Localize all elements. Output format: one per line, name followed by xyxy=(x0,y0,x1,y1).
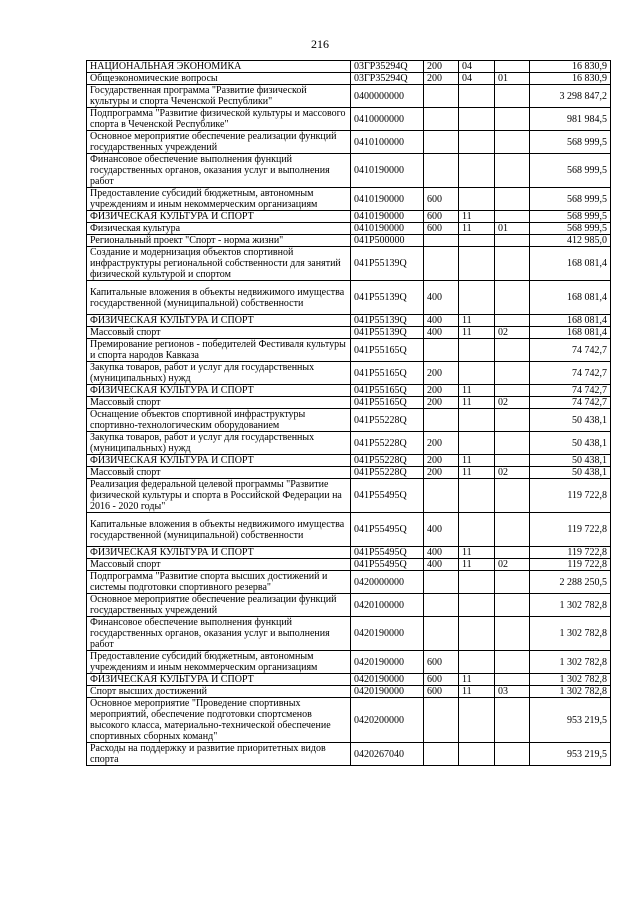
page-number: 216 xyxy=(311,37,329,51)
row-name: Физическая культура xyxy=(87,223,351,235)
row-code: 041P55139Q xyxy=(351,315,424,327)
row-name: Основное мероприятие "Проведение спортивных мероприятий, обеспечение подготовки спортсменов высокого класса, материально-технической обеспечение спортивных сборных команд" xyxy=(87,698,351,743)
row-section xyxy=(459,339,495,362)
table-row xyxy=(87,362,611,385)
table-row xyxy=(87,743,611,766)
table-row xyxy=(87,247,611,281)
table-row xyxy=(87,617,611,651)
row-code: 0420200000 xyxy=(351,698,424,743)
row-name: Государственная программа "Развитие физической культуры и спорта Чеченской Республики" xyxy=(87,85,351,108)
row-amount: 168 081,4 xyxy=(530,281,611,315)
row-code: 041P500000 xyxy=(351,235,424,247)
row-expense-type: 600 xyxy=(424,223,459,235)
row-amount: 74 742,7 xyxy=(530,362,611,385)
row-code: 041P55495Q xyxy=(351,559,424,571)
row-expense-type xyxy=(424,85,459,108)
row-expense-type xyxy=(424,571,459,594)
row-subsection xyxy=(495,385,530,397)
row-code: 041P55139Q xyxy=(351,281,424,315)
row-name: Массовый спорт xyxy=(87,397,351,409)
row-section: 11 xyxy=(459,455,495,467)
table-row xyxy=(87,108,611,131)
row-code: 041P55495Q xyxy=(351,479,424,513)
row-subsection xyxy=(495,674,530,686)
row-section xyxy=(459,617,495,651)
row-name: Предоставление субсидий бюджетным, автономным учреждениям и иным некоммерческим организациям xyxy=(87,188,351,211)
row-code: 0410190000 xyxy=(351,188,424,211)
budget-table xyxy=(86,60,611,766)
row-name: Общеэкономические вопросы xyxy=(87,73,351,85)
row-name: Региональный проект "Спорт - норма жизни" xyxy=(87,235,351,247)
row-name: Основное мероприятие обеспечение реализации функций государственных учреждений xyxy=(87,594,351,617)
table-row xyxy=(87,397,611,409)
row-name: Основное мероприятие обеспечение реализации функций государственных учреждений xyxy=(87,131,351,154)
table-row xyxy=(87,339,611,362)
row-subsection xyxy=(495,247,530,281)
row-code: 0420190000 xyxy=(351,674,424,686)
row-expense-type: 600 xyxy=(424,686,459,698)
row-section xyxy=(459,362,495,385)
row-subsection xyxy=(495,235,530,247)
row-subsection xyxy=(495,281,530,315)
row-subsection: 01 xyxy=(495,73,530,85)
row-name: Премирование регионов - победителей Фестиваля культуры и спорта народов Кавказа xyxy=(87,339,351,362)
row-subsection xyxy=(495,131,530,154)
row-amount: 50 438,1 xyxy=(530,467,611,479)
row-code: 0420100000 xyxy=(351,594,424,617)
row-section xyxy=(459,131,495,154)
table-row xyxy=(87,385,611,397)
table-row xyxy=(87,467,611,479)
row-subsection xyxy=(495,698,530,743)
row-code: 0410100000 xyxy=(351,131,424,154)
row-section: 04 xyxy=(459,73,495,85)
row-section: 11 xyxy=(459,559,495,571)
row-section xyxy=(459,85,495,108)
row-section: 11 xyxy=(459,467,495,479)
row-amount: 168 081,4 xyxy=(530,315,611,327)
row-section xyxy=(459,432,495,455)
row-code: 0410190000 xyxy=(351,154,424,188)
row-expense-type: 200 xyxy=(424,61,459,73)
row-amount: 119 722,8 xyxy=(530,513,611,547)
row-code: 041P55139Q xyxy=(351,247,424,281)
row-subsection xyxy=(495,85,530,108)
row-subsection: 01 xyxy=(495,223,530,235)
row-code: 0410000000 xyxy=(351,108,424,131)
row-name: ФИЗИЧЕСКАЯ КУЛЬТУРА И СПОРТ xyxy=(87,211,351,223)
row-subsection xyxy=(495,651,530,674)
table-row xyxy=(87,223,611,235)
row-subsection xyxy=(495,315,530,327)
row-expense-type: 400 xyxy=(424,281,459,315)
row-expense-type xyxy=(424,698,459,743)
row-subsection xyxy=(495,432,530,455)
row-expense-type xyxy=(424,594,459,617)
row-code: 041P55165Q xyxy=(351,362,424,385)
row-code: 041P55165Q xyxy=(351,397,424,409)
row-name: Подпрограмма "Развитие физической культуры и массового спорта в Чеченской Республике" xyxy=(87,108,351,131)
row-section xyxy=(459,571,495,594)
row-expense-type: 200 xyxy=(424,362,459,385)
table-row xyxy=(87,571,611,594)
row-section xyxy=(459,743,495,766)
row-section xyxy=(459,651,495,674)
table-row xyxy=(87,594,611,617)
row-name: Оснащение объектов спортивной инфраструктуры спортивно-технологическим оборудованием xyxy=(87,409,351,432)
row-expense-type: 400 xyxy=(424,315,459,327)
row-code: 0420190000 xyxy=(351,686,424,698)
row-expense-type: 200 xyxy=(424,455,459,467)
row-amount: 119 722,8 xyxy=(530,479,611,513)
row-expense-type: 200 xyxy=(424,385,459,397)
row-expense-type: 600 xyxy=(424,188,459,211)
row-subsection xyxy=(495,339,530,362)
row-subsection: 03 xyxy=(495,686,530,698)
row-name: Создание и модернизация объектов спортивной инфраструктуры региональной собственности для занятий физической культурой и спортом xyxy=(87,247,351,281)
row-subsection xyxy=(495,547,530,559)
row-expense-type: 400 xyxy=(424,513,459,547)
row-expense-type xyxy=(424,409,459,432)
row-subsection xyxy=(495,154,530,188)
table-row xyxy=(87,479,611,513)
row-subsection xyxy=(495,108,530,131)
row-code: 041P55228Q xyxy=(351,409,424,432)
row-code: 041P55495Q xyxy=(351,547,424,559)
table-row xyxy=(87,513,611,547)
row-section xyxy=(459,154,495,188)
row-name: Финансовое обеспечение выполнения функций государственных органов, оказания услуг и выполнения работ xyxy=(87,154,351,188)
row-name: ФИЗИЧЕСКАЯ КУЛЬТУРА И СПОРТ xyxy=(87,547,351,559)
row-section: 04 xyxy=(459,61,495,73)
row-expense-type xyxy=(424,235,459,247)
row-subsection xyxy=(495,743,530,766)
row-expense-type: 400 xyxy=(424,559,459,571)
row-section xyxy=(459,594,495,617)
row-section: 11 xyxy=(459,674,495,686)
row-expense-type xyxy=(424,131,459,154)
row-subsection xyxy=(495,455,530,467)
row-amount: 1 302 782,8 xyxy=(530,594,611,617)
table-row xyxy=(87,211,611,223)
table-row xyxy=(87,131,611,154)
row-name: ФИЗИЧЕСКАЯ КУЛЬТУРА И СПОРТ xyxy=(87,674,351,686)
row-amount: 568 999,5 xyxy=(530,211,611,223)
row-code: 041P55228Q xyxy=(351,455,424,467)
table-row xyxy=(87,85,611,108)
row-code: 041P55228Q xyxy=(351,467,424,479)
row-expense-type xyxy=(424,743,459,766)
row-name: Расходы на поддержку и развитие приоритетных видов спорта xyxy=(87,743,351,766)
row-amount: 568 999,5 xyxy=(530,131,611,154)
row-name: Реализация федеральной целевой программы "Развитие физической культуры и спорта в Российской Федерации на 2016 - 2020 годы" xyxy=(87,479,351,513)
row-expense-type: 200 xyxy=(424,432,459,455)
row-expense-type: 400 xyxy=(424,327,459,339)
row-code: 0420000000 xyxy=(351,571,424,594)
row-expense-type: 600 xyxy=(424,674,459,686)
row-subsection xyxy=(495,617,530,651)
row-subsection: 02 xyxy=(495,327,530,339)
row-code: 041P55139Q xyxy=(351,327,424,339)
table-row xyxy=(87,61,611,73)
table-row xyxy=(87,188,611,211)
row-amount: 74 742,7 xyxy=(530,339,611,362)
row-amount: 568 999,5 xyxy=(530,188,611,211)
row-amount: 50 438,1 xyxy=(530,455,611,467)
row-name: Подпрограмма "Развитие спорта высших достижений и системы подготовки спортивного резерва" xyxy=(87,571,351,594)
row-name: Предоставление субсидий бюджетным, автономным учреждениям и иным некоммерческим организациям xyxy=(87,651,351,674)
row-name: Массовый спорт xyxy=(87,327,351,339)
row-name: ФИЗИЧЕСКАЯ КУЛЬТУРА И СПОРТ xyxy=(87,385,351,397)
row-amount: 1 302 782,8 xyxy=(530,651,611,674)
row-amount: 74 742,7 xyxy=(530,385,611,397)
table-row xyxy=(87,698,611,743)
row-expense-type: 200 xyxy=(424,397,459,409)
row-section: 11 xyxy=(459,315,495,327)
row-amount: 981 984,5 xyxy=(530,108,611,131)
row-code: 0400000000 xyxy=(351,85,424,108)
row-name: Закупка товаров, работ и услуг для государственных (муниципальных) нужд xyxy=(87,362,351,385)
row-section: 11 xyxy=(459,686,495,698)
row-name: НАЦИОНАЛЬНАЯ ЭКОНОМИКА xyxy=(87,61,351,73)
table-row xyxy=(87,651,611,674)
row-subsection: 02 xyxy=(495,467,530,479)
row-name: Финансовое обеспечение выполнения функций государственных органов, оказания услуг и выполнения работ xyxy=(87,617,351,651)
row-code: 0420190000 xyxy=(351,651,424,674)
row-amount: 74 742,7 xyxy=(530,397,611,409)
row-code: 0420190000 xyxy=(351,617,424,651)
row-code: 0410190000 xyxy=(351,211,424,223)
table-row xyxy=(87,674,611,686)
row-code: 03ГР35294Q xyxy=(351,61,424,73)
row-amount: 1 302 782,8 xyxy=(530,674,611,686)
row-expense-type xyxy=(424,247,459,281)
table-row xyxy=(87,409,611,432)
row-amount: 50 438,1 xyxy=(530,432,611,455)
row-expense-type: 600 xyxy=(424,211,459,223)
row-subsection xyxy=(495,211,530,223)
row-expense-type xyxy=(424,108,459,131)
row-name: Закупка товаров, работ и услуг для государственных (муниципальных) нужд xyxy=(87,432,351,455)
row-subsection xyxy=(495,362,530,385)
row-amount: 568 999,5 xyxy=(530,223,611,235)
row-amount: 953 219,5 xyxy=(530,698,611,743)
row-name: Капитальные вложения в объекты недвижимого имущества государственной (муниципальной) собственности xyxy=(87,281,351,315)
row-section xyxy=(459,235,495,247)
row-amount: 16 830,9 xyxy=(530,73,611,85)
row-section: 11 xyxy=(459,223,495,235)
row-code: 0410190000 xyxy=(351,223,424,235)
row-section: 11 xyxy=(459,385,495,397)
row-subsection xyxy=(495,188,530,211)
row-section xyxy=(459,281,495,315)
row-amount: 168 081,4 xyxy=(530,247,611,281)
row-expense-type xyxy=(424,154,459,188)
row-subsection xyxy=(495,409,530,432)
row-section xyxy=(459,409,495,432)
row-expense-type: 400 xyxy=(424,547,459,559)
row-expense-type xyxy=(424,617,459,651)
table-row xyxy=(87,547,611,559)
row-expense-type xyxy=(424,479,459,513)
row-name: ФИЗИЧЕСКАЯ КУЛЬТУРА И СПОРТ xyxy=(87,455,351,467)
table-row xyxy=(87,235,611,247)
row-subsection xyxy=(495,479,530,513)
row-subsection xyxy=(495,571,530,594)
row-amount: 168 081,4 xyxy=(530,327,611,339)
table-row xyxy=(87,455,611,467)
row-section: 11 xyxy=(459,327,495,339)
table-row xyxy=(87,559,611,571)
row-section xyxy=(459,247,495,281)
row-code: 0420267040 xyxy=(351,743,424,766)
row-subsection: 02 xyxy=(495,559,530,571)
row-section xyxy=(459,513,495,547)
row-expense-type: 200 xyxy=(424,73,459,85)
row-amount: 119 722,8 xyxy=(530,559,611,571)
table-row xyxy=(87,315,611,327)
row-subsection xyxy=(495,594,530,617)
row-expense-type: 200 xyxy=(424,467,459,479)
row-subsection xyxy=(495,61,530,73)
row-amount: 1 302 782,8 xyxy=(530,686,611,698)
row-expense-type xyxy=(424,339,459,362)
row-amount: 412 985,0 xyxy=(530,235,611,247)
row-code: 041P55495Q xyxy=(351,513,424,547)
row-amount: 568 999,5 xyxy=(530,154,611,188)
row-name: ФИЗИЧЕСКАЯ КУЛЬТУРА И СПОРТ xyxy=(87,315,351,327)
table-row xyxy=(87,686,611,698)
table-row xyxy=(87,327,611,339)
row-section xyxy=(459,108,495,131)
row-amount: 50 438,1 xyxy=(530,409,611,432)
table-row xyxy=(87,432,611,455)
row-section: 11 xyxy=(459,397,495,409)
row-expense-type: 600 xyxy=(424,651,459,674)
row-amount: 16 830,9 xyxy=(530,61,611,73)
row-section xyxy=(459,188,495,211)
row-name: Массовый спорт xyxy=(87,467,351,479)
row-code: 041P55228Q xyxy=(351,432,424,455)
table-row xyxy=(87,154,611,188)
row-subsection xyxy=(495,513,530,547)
row-amount: 2 288 250,5 xyxy=(530,571,611,594)
row-section: 11 xyxy=(459,547,495,559)
row-amount: 953 219,5 xyxy=(530,743,611,766)
row-section xyxy=(459,698,495,743)
row-name: Спорт высших достижений xyxy=(87,686,351,698)
table-row xyxy=(87,73,611,85)
row-section xyxy=(459,479,495,513)
row-amount: 1 302 782,8 xyxy=(530,617,611,651)
budget-table-body xyxy=(87,61,611,766)
row-name: Капитальные вложения в объекты недвижимого имущества государственной (муниципальной) собственности xyxy=(87,513,351,547)
row-code: 041P55165Q xyxy=(351,385,424,397)
table-row xyxy=(87,281,611,315)
row-section: 11 xyxy=(459,211,495,223)
row-name: Массовый спорт xyxy=(87,559,351,571)
row-code: 041P55165Q xyxy=(351,339,424,362)
row-code: 03ГР35294Q xyxy=(351,73,424,85)
row-amount: 3 298 847,2 xyxy=(530,85,611,108)
row-amount: 119 722,8 xyxy=(530,547,611,559)
row-subsection: 02 xyxy=(495,397,530,409)
